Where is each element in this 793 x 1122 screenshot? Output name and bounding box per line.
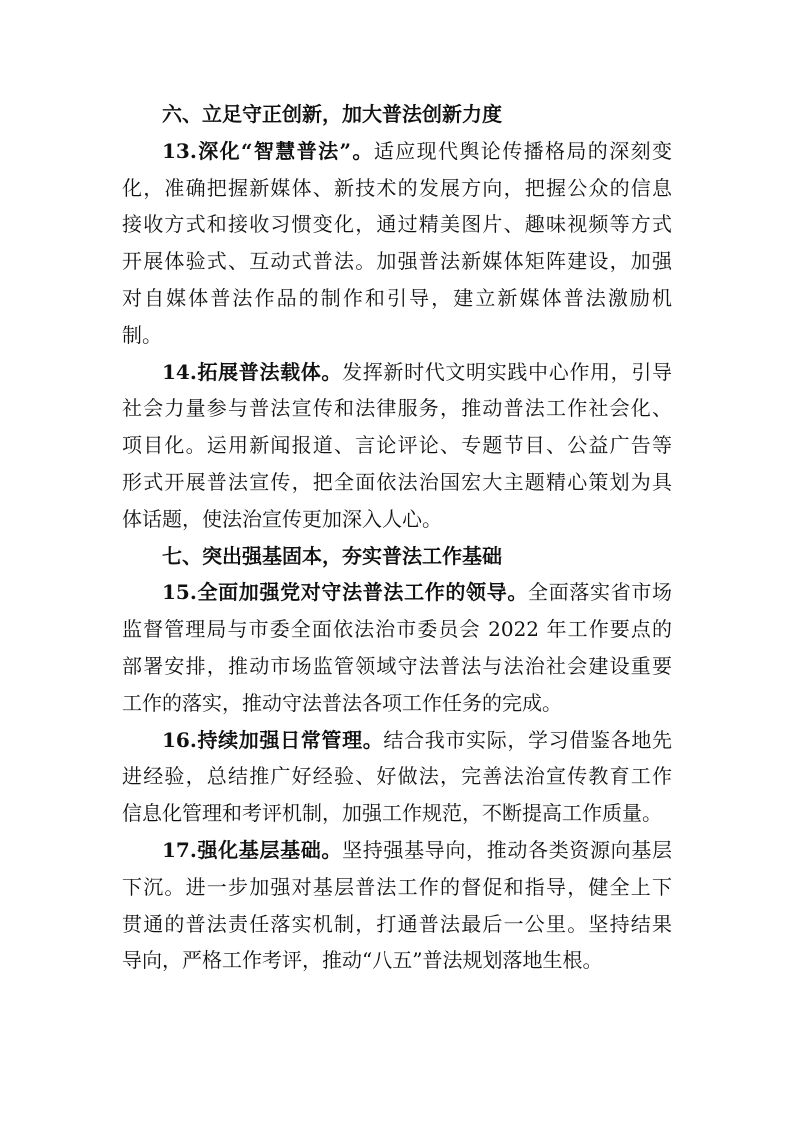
paragraph-line	[122, 832, 672, 869]
item-lead-13: 13.深化“智慧普法”。	[162, 138, 374, 163]
paragraph-line: 接收方式和接收习惯变化，通过精美图片、趣味视频等方式	[122, 212, 672, 237]
paragraph-line: 部署安排，推动市场监管领域守法普法与法治社会建设重要	[122, 653, 672, 678]
paragraph-line	[122, 133, 672, 170]
section-heading-6: 六、立足守正创新，加大普法创新力度	[162, 102, 502, 126]
item-text: 适应现代舆论传播格局的深刻变	[373, 138, 672, 163]
paragraph-line: 社会力量参与普法宣传和法律服务，推动普法工作社会化、	[122, 396, 672, 421]
paragraph-line: 体话题，使法治宣传更加深入人心。	[122, 506, 442, 531]
item-lead-15: 15.全面加强党对守法普法工作的领导。	[162, 580, 529, 605]
paragraph-16	[122, 722, 672, 832]
item-text: 全面落实省市场	[528, 580, 672, 605]
item-text: 结合我市实际，学习借鉴各地先	[383, 727, 672, 752]
paragraph-14	[122, 354, 672, 538]
paragraph-line: 项目化。运用新闻报道、言论评论、专题节目、公益广告等	[122, 433, 672, 458]
item-lead-14: 14.拓展普法载体。	[162, 359, 343, 384]
paragraph-line: 监督管理局与市委全面依法治市委员会 2022 年工作要点的	[122, 617, 672, 642]
paragraph-line: 导向，严格工作考评，推动“八五”普法规划落地生根。	[122, 948, 603, 973]
paragraph-line	[122, 354, 672, 391]
paragraph-15	[122, 574, 672, 721]
item-lead-17: 17.强化基层基础。	[162, 837, 343, 862]
paragraph-line: 工作的落实，推动守法普法各项工作任务的完成。	[122, 690, 562, 715]
paragraph-line: 制。	[122, 322, 162, 347]
paragraph-line: 化，准确把握新媒体、新技术的发展方向，把握公众的信息	[122, 175, 672, 200]
paragraph-13	[122, 133, 672, 354]
item-text: 坚持强基导向，推动各类资源向基层	[342, 837, 672, 862]
paragraph-line: 下沉。进一步加强对基层普法工作的督促和指导，健全上下	[122, 874, 672, 899]
paragraph-line: 对自媒体普法作品的制作和引导，建立新媒体普法激励机	[122, 285, 672, 310]
paragraph-line: 形式开展普法宣传，把全面依法治国宏大主题精心策划为具	[122, 469, 672, 494]
paragraph-line: 信息化管理和考评机制，加强工作规范，不断提高工作质量。	[122, 801, 662, 826]
item-text: 发挥新时代文明实践中心作用，引导	[342, 359, 672, 384]
item-lead-16: 16.持续加强日常管理。	[162, 727, 384, 752]
paragraph-17	[122, 832, 672, 979]
paragraph-line	[122, 722, 672, 759]
section-heading-7: 七、突出强基固本，夯实普法工作基础	[162, 543, 502, 568]
document-page	[122, 96, 672, 1056]
paragraph-line	[122, 574, 672, 611]
paragraph-line: 开展体验式、互动式普法。加强普法新媒体矩阵建设，加强	[122, 249, 672, 274]
paragraph-line: 贯通的普法责任落实机制，打通普法最后一公里。坚持结果	[122, 911, 672, 936]
paragraph-line: 进经验，总结推广好经验、好做法，完善法治宣传教育工作	[122, 764, 672, 789]
